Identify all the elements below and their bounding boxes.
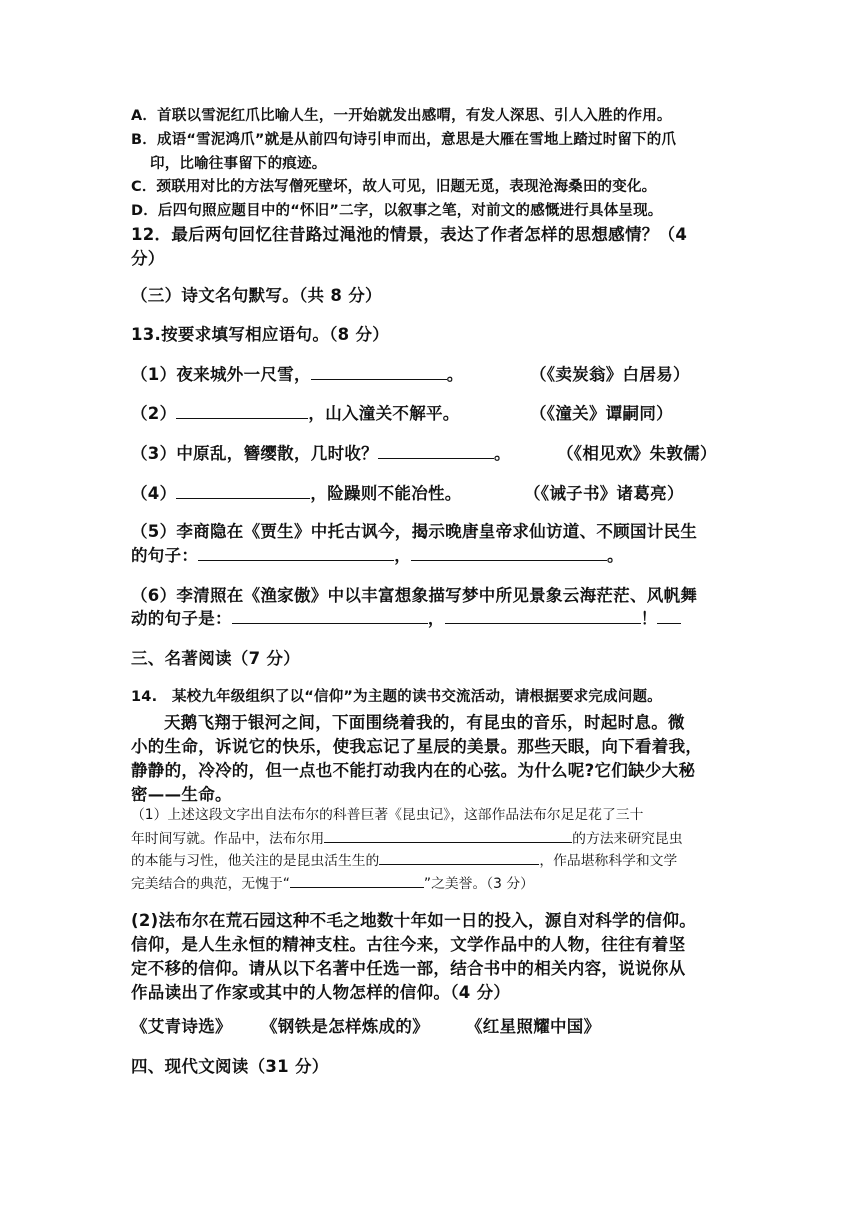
q14-sub1-line2-prefix: 年时间写就。作品中，法布尔用 [131,831,325,847]
q13-item6-comma: ， [427,609,445,628]
option-b-line2: 印，比喻往事留下的痕迹。 [150,156,327,172]
book-option-3: 《红星照耀中国》 [466,1017,601,1036]
q14-sub1-line3-prefix: 的本能与习性，他关注的是昆虫活生生的 [131,853,380,869]
section-modern-title: 四、现代文阅读（31 分） [131,1057,329,1076]
q14-sub1-line3-suffix: ，作品堪称科学和文学 [539,853,678,869]
q13-stem: 13.按要求填写相应语句。（8 分） [131,325,390,344]
q13-item5-line1: （5）李商隐在《贾生》中托古讽今，揭示晚唐皇帝求仙访道、不顾国计民生 [131,522,698,541]
q13-item6-prefix: 动的句子是： [131,609,232,628]
q13-item1-prefix: （1）夜来城外一尺雪， [131,365,311,384]
q14-sub2-line4: 作品读出了作家或其中的人物怎样的信仰。（4 分） [131,983,511,1002]
q13-item6-line1: （6）李清照在《渔家傲》中以丰富想象描写梦中所见景象云海茫茫、风帆舞 [131,586,698,605]
option-c: C．颈联用对比的方法写僧死壁坏，故人可见，旧题无觅，表现沧海桑田的变化。 [131,179,657,195]
q13-item6-end: ！ [640,609,658,628]
q13-item4 [131,480,462,504]
q13-item2 [131,400,460,424]
q13-item5-end: 。 [607,546,624,565]
q14-sub1-line4-prefix: 完美结合的典范，无愧于“ [131,876,290,892]
q13-item4-source: （《诫子书》诸葛亮） [524,484,684,503]
answer-blank[interactable] [311,363,447,381]
q14-sub2-line3: 定不移的信仰。请从以下名著中任选一部，结合书中的相关内容，说说你从 [131,959,686,978]
q13-item3-prefix: （3）中原乱，簪缨散，几时收？ [131,444,378,463]
q13-item4-suffix: ，险躁则不能冶性。 [310,484,462,503]
q13-item3 [131,440,511,464]
q13-item1-source: （《卖炭翁》白居易） [530,365,690,384]
option-d: D．后四句照应题目中的“怀旧”二字，以叙事之笔，对前文的感慨进行具体呈现。 [131,203,663,219]
q13-item2-source: （《潼关》谭嗣同） [530,404,673,423]
q14-passage-line3: 静静的，冷冷的，但一点也不能打动我内在的心弦。为什么呢?它们缺少大秘 [131,761,696,780]
book-option-1: 《艾青诗选》 [131,1017,232,1036]
answer-blank[interactable] [324,828,572,843]
q13-item5-line2 [131,542,624,566]
answer-blank[interactable] [657,607,681,625]
q13-item2-suffix: ，山入潼关不解平。 [308,404,460,423]
q13-item2-prefix: （2） [131,404,177,423]
q14-sub1-line2 [131,827,683,847]
q14-sub2-line1: (2)法布尔在荒石园这种不毛之地数十年如一日的投入，源自对科学的信仰。 [131,911,697,930]
answer-blank[interactable] [411,544,607,562]
option-b-line1: B．成语“雪泥鸿爪”就是从前四句诗引申而出，意思是大雁在雪地上踏过时留下的爪 [131,132,677,148]
section-3-title: （三）诗文名句默写。（共 8 分） [131,286,382,305]
q14-passage-line1: 天鹅飞翔于银河之间，下面围绕着我的，有昆虫的音乐，时起时息。微 [164,713,685,732]
q13-item6-line2 [131,605,681,629]
q14-sub2-line2: 信仰，是人生永恒的精神支柱。古往今来，文学作品中的人物，往往有着坚 [131,935,686,954]
answer-blank[interactable] [290,873,424,888]
q14-sub1-line4 [131,872,534,892]
q13-item3-suffix: 。 [493,444,511,463]
answer-blank[interactable] [379,850,539,865]
q13-item5-comma: ， [394,546,412,565]
q14-sub1-line4-suffix: ”之美誉。（3 分） [423,876,534,892]
answer-blank[interactable] [378,442,494,460]
q13-item5-prefix: 的句子： [131,546,199,565]
option-a: A．首联以雪泥红爪比喻人生，一开始就发出感喟，有发人深思、引人入胜的作用。 [131,108,672,124]
answer-blank[interactable] [176,482,310,500]
answer-blank[interactable] [176,402,308,420]
q14-sub1-line1: （1）上述这段文字出自法布尔的科普巨著《昆虫记》，这部作品法布尔足足花了三十 [131,807,644,823]
answer-blank[interactable] [198,544,394,562]
q14-stem: 14. 某校九年级组织了以“信仰”为主题的读书交流活动，请根据要求完成问题。 [131,689,662,705]
q12-line2: 分） [131,249,165,268]
q14-sub1-line3 [131,849,677,869]
q13-item1-suffix: 。 [446,365,464,384]
answer-blank[interactable] [445,607,641,625]
q14-sub1-line2-suffix: 的方法来研究昆虫 [572,831,683,847]
q13-item1 [131,361,464,385]
q14-passage-line2: 小的生命，诉说它的快乐，使我忘记了星辰的美景。那些天眼，向下看着我， [131,737,703,756]
q14-passage-line4: 密——生命。 [131,785,232,804]
q13-item4-prefix: （4） [131,484,177,503]
book-option-2: 《钢铁是怎样炼成的》 [261,1017,429,1036]
section-books-title: 三、名著阅读（7 分） [131,649,301,668]
q12-line1: 12．最后两句回忆往昔路过渑池的情景，表达了作者怎样的思想感情？（4 [131,225,688,244]
answer-blank[interactable] [232,607,428,625]
q13-item3-source: （《相见欢》朱敦儒） [557,444,717,463]
